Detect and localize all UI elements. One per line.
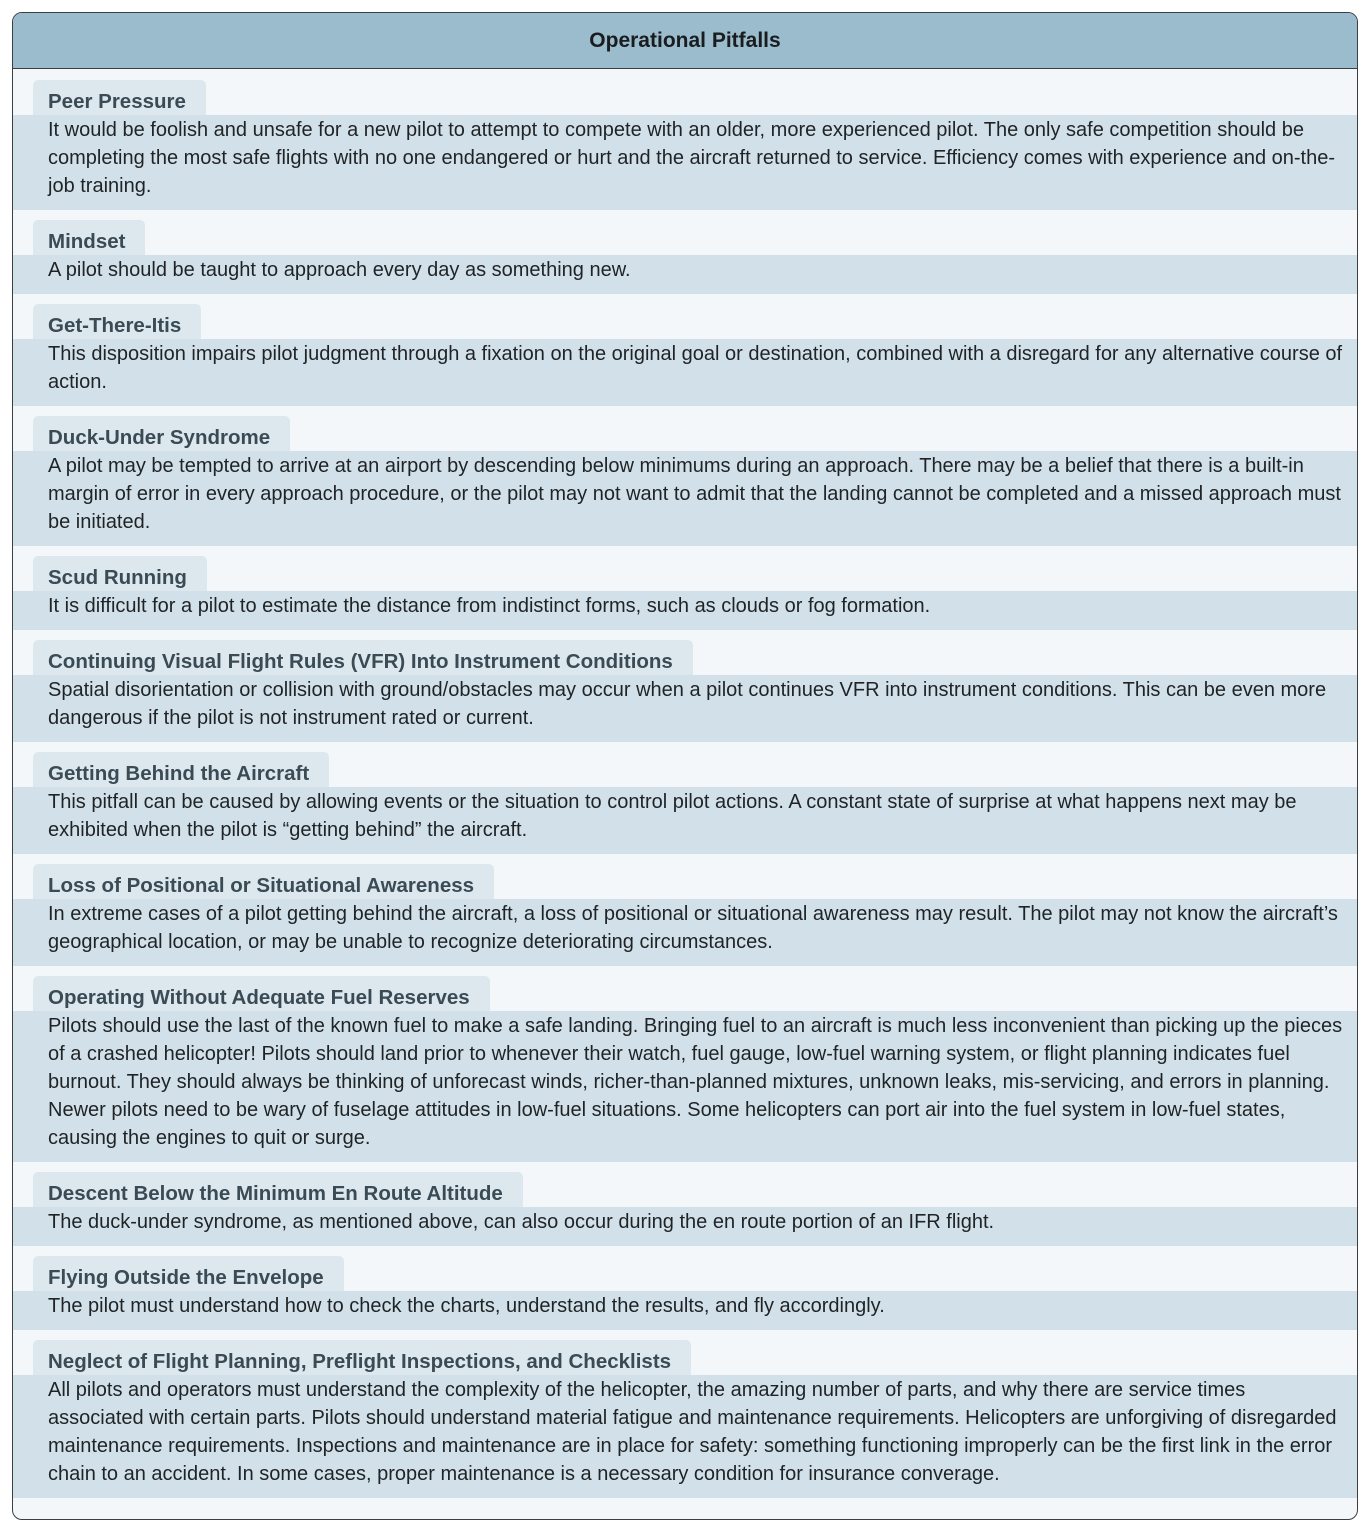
pitfall-fuel-reserves (13, 976, 1357, 1162)
pitfall-mindset (13, 220, 1357, 294)
pitfall-loss-of-awareness (13, 864, 1357, 966)
pitfall-description: The pilot must understand how to check the charts, understand the results, and fly accordingly. (13, 1291, 1357, 1330)
pitfall-heading: Flying Outside the Envelope (33, 1256, 344, 1291)
pitfall-heading: Peer Pressure (33, 80, 206, 115)
pitfall-heading: Duck-Under Syndrome (33, 416, 290, 451)
pitfall-description: A pilot may be tempted to arrive at an airport by descending below minimums during an approach. There may be a belief that there is a built-in margin of error in every approach procedure, or the pilot may not want to admit that the landing cannot be completed and a missed approach must be initiated. (13, 451, 1357, 546)
table-title: Operational Pitfalls (13, 13, 1357, 69)
pitfall-description: Spatial disorientation or collision with ground/obstacles may occur when a pilot continues VFR into instrument conditions. This can be even more dangerous if the pilot is not instrument rated or current. (13, 675, 1357, 742)
pitfall-description: It is difficult for a pilot to estimate the distance from indistinct forms, such as clouds or fog formation. (13, 591, 1357, 630)
pitfall-neglect-of-planning (13, 1340, 1357, 1498)
pitfall-description: A pilot should be taught to approach every day as something new. (13, 255, 1357, 294)
pitfall-description: Pilots should use the last of the known fuel to make a safe landing. Bringing fuel to an aircraft is much less inconvenient than picking up the pieces of a crashed helicopter! Pilots should land prior to whenever their watch, fuel gauge, low-fuel warning system, or flight planning indicates fuel burnout. They should always be thinking of unforecast winds, richer-than-planned mixtures, unknown leaks, mis-servicing, and errors in planning. Newer pilots need to be wary of fuselage attitudes in low-fuel situations. Some helicopters can port air into the fuel system in low-fuel states, causing the engines to quit or surge. (13, 1011, 1357, 1162)
pitfall-description: All pilots and operators must understand the complexity of the helicopter, the amazing number of parts, and why there are service times associated with certain parts. Pilots should understand material fatigue and maintenance requirements. Helicopters are unforgiving of disregarded maintenance requirements. Inspections and maintenance are in place for safety: something functioning improperly can be the first link in the error chain to an accident. In some cases, proper maintenance is a necessary condition for insurance converage. (13, 1375, 1357, 1498)
pitfall-vfr-into-imc (13, 640, 1357, 742)
pitfall-heading: Descent Below the Minimum En Route Altitude (33, 1172, 523, 1207)
pitfall-heading: Getting Behind the Aircraft (33, 752, 329, 787)
pitfall-heading: Continuing Visual Flight Rules (VFR) Into Instrument Conditions (33, 640, 693, 675)
pitfall-description: This pitfall can be caused by allowing events or the situation to control pilot actions. A constant state of surprise at what happens next may be exhibited when the pilot is “getting behind” the aircraft. (13, 787, 1357, 854)
pitfall-description: It would be foolish and unsafe for a new pilot to attempt to compete with an older, more experienced pilot. The only safe competition should be completing the most safe flights with no one endangered or hurt and the aircraft returned to service. Efficiency comes with experience and on-the-job training. (13, 115, 1357, 210)
pitfall-descent-below-mea (13, 1172, 1357, 1246)
pitfall-peer-pressure (13, 80, 1357, 210)
pitfall-description: The duck-under syndrome, as mentioned above, can also occur during the en route portion of an IFR flight. (13, 1207, 1357, 1246)
pitfall-heading: Neglect of Flight Planning, Preflight Inspections, and Checklists (33, 1340, 691, 1375)
pitfall-heading: Operating Without Adequate Fuel Reserves (33, 976, 490, 1011)
pitfall-scud-running (13, 556, 1357, 630)
pitfalls-list (13, 69, 1357, 1498)
pitfall-heading: Loss of Positional or Situational Awareness (33, 864, 494, 899)
pitfall-description: In extreme cases of a pilot getting behind the aircraft, a loss of positional or situational awareness may result. The pilot may not know the aircraft’s geographical location, or may be unable to recognize deteriorating circumstances. (13, 899, 1357, 966)
pitfall-outside-envelope (13, 1256, 1357, 1330)
pitfall-heading: Scud Running (33, 556, 207, 591)
pitfall-heading: Mindset (33, 220, 145, 255)
pitfall-heading: Get-There-Itis (33, 304, 201, 339)
pitfall-getting-behind-aircraft (13, 752, 1357, 854)
pitfalls-table (12, 12, 1358, 1520)
pitfall-description: This disposition impairs pilot judgment through a fixation on the original goal or destination, combined with a disregard for any alternative course of action. (13, 339, 1357, 406)
pitfall-get-there-itis (13, 304, 1357, 406)
pitfall-duck-under-syndrome (13, 416, 1357, 546)
